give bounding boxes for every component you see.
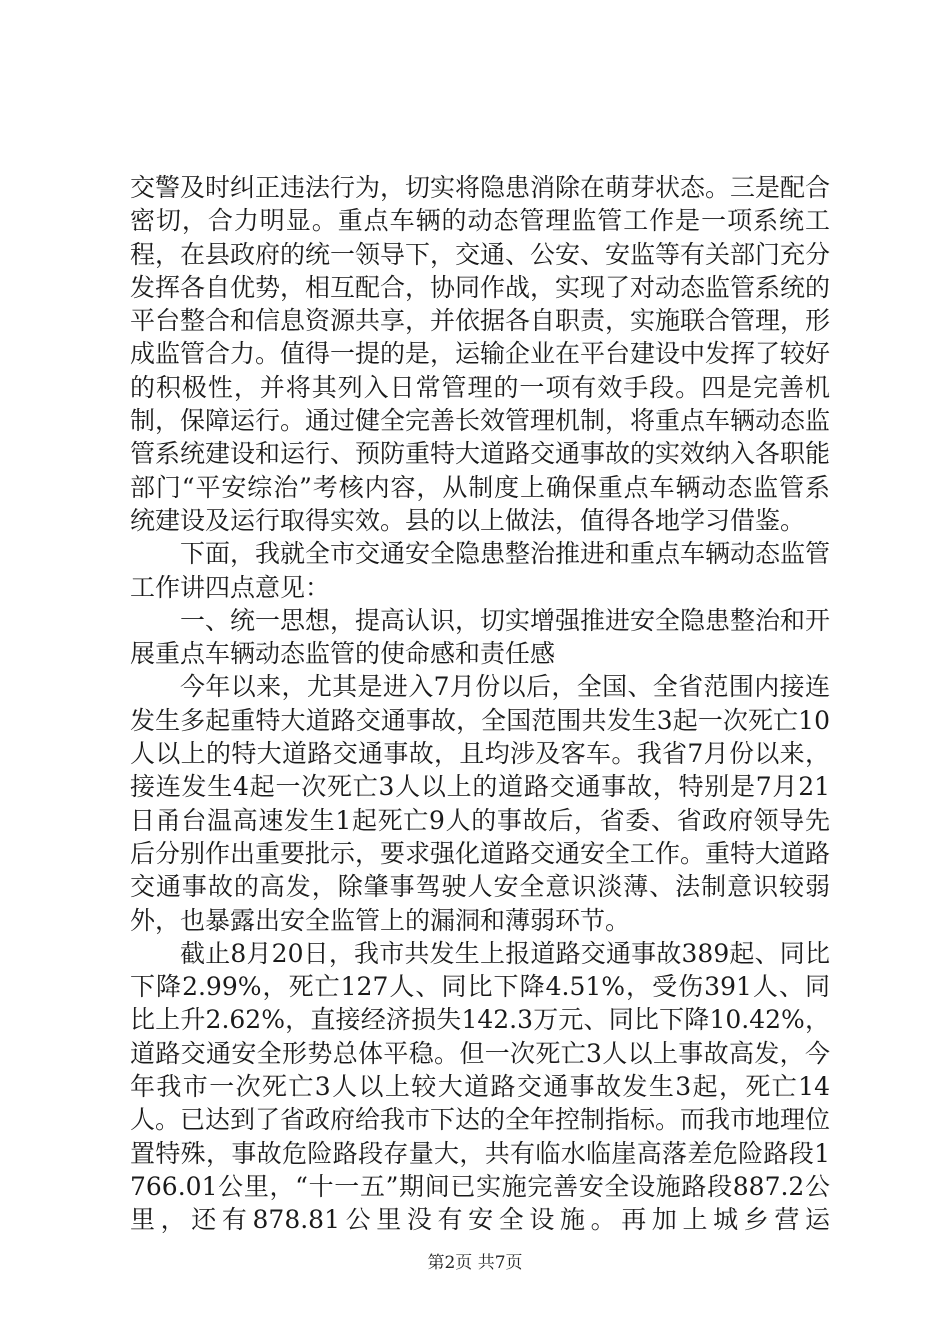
page-footer: 第2页 共7页: [427, 1253, 523, 1273]
paragraph-1: 交警及时纠正违法行为，切实将隐患消除在萌芽状态。三是配合密切，合力明显。重点车辆的动态管理监管工作是一项系统工程，在县政府的统一领导下，交通、公安、安监等有关部门充分发挥各自优势，相互配合，协同作战，实现了对动态监管系统的平台整合和信息资源共享，并依据各自职责，实施联合管理，形成监管合力。值得一提的是，运输企业在平台建设中发挥了较好的积极性，并将其列入日常管理的一项有效手段。四是完善机制，保障运行。通过健全完善长效管理机制，将重点车辆动态监管系统建设和运行、预防重特大道路交通事故的实效纳入各职能部门“平安综治”考核内容，从制度上确保重点车辆动态监管系统建设及运行取得实效。县的以上做法，值得各地学习借鉴。: [130, 173, 831, 535]
paragraph-4: 截止8月20日，我市共发生上报道路交通事故389起、同比下降2.99%，死亡127人、同比下降4.51%，受伤391人、同比上升2.62%，直接经济损失142.3万元、同比下降10.42%，道路交通安全形势总体平稳。但一次死亡3人以上事故高发，今年我市一次死亡3人以上较大道路交通事故发生3起，死亡14人。已达到了省政府给我市下达的全年控制指标。而我市地理位置特殊，事故危险路段存量大，共有临水临崖高落差危险路段1766.01公里，“十一五”期间已实施完善安全设施路段887.2公里，还有878.81公里没有安全设施。再加上城乡营运: [130, 938, 831, 1235]
paragraph-3: 今年以来，尤其是进入7月份以后，全国、全省范围内接连发生多起重特大道路交通事故，全国范围共发生3起一次死亡10人以上的特大道路交通事故，且均涉及客车。我省7月份以来，接连发生4起一次死亡3人以上的道路交通事故，特别是7月21日甬台温高速发生1起死亡9人的事故后，省委、省政府领导先后分别作出重要批示，要求强化道路交通安全工作。重特大道路交通事故的高发，除肇事驾驶人安全意识淡薄、法制意识较弱外，也暴露出安全监管上的漏洞和薄弱环节。: [130, 672, 831, 935]
paragraph-2: 下面，我就全市交通安全隐患整治推进和重点车辆动态监管工作讲四点意见：: [130, 539, 831, 602]
section-heading-1: 一、统一思想，提高认识，切实增强推进安全隐患整治和开展重点车辆动态监管的使命感和责任感: [130, 605, 831, 669]
document-body: [130, 171, 830, 1237]
